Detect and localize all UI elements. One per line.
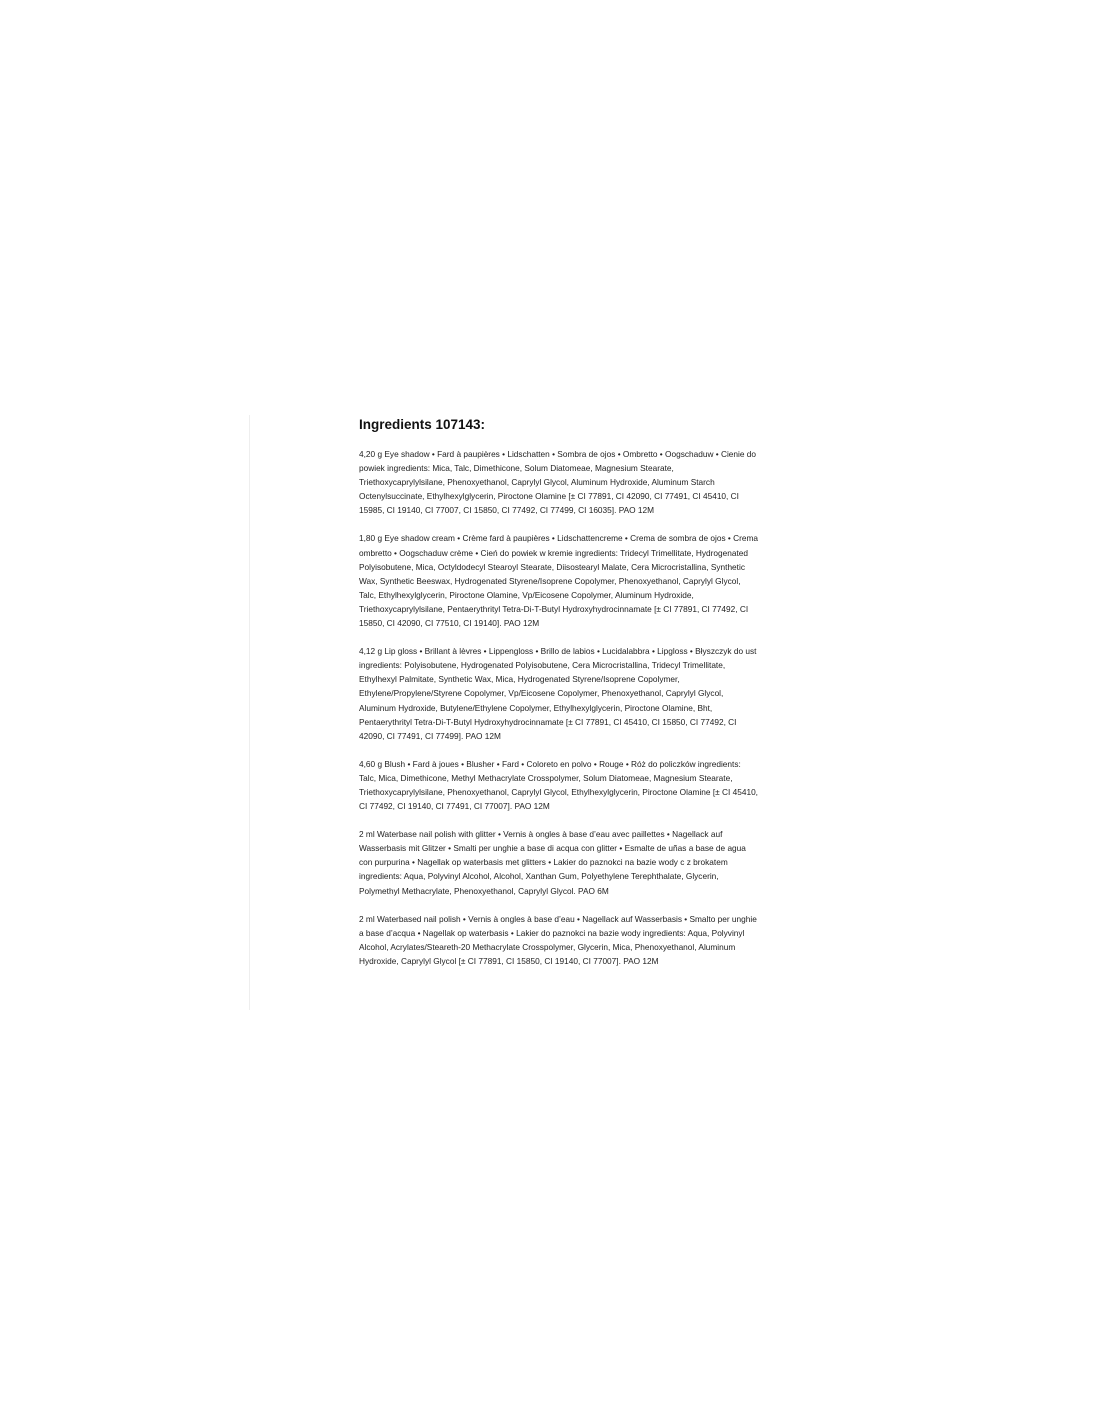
section-text: Waterbased nail polish • Vernis à ongles à base d’eau • Nagellack auf Wasserbasis • Smalto per unghie a base d’acqua • Nagellak op waterbasis • Lakier do paznokci na bazie wody ingredients: Aqua, Polyvinyl Alcohol, Acrylates/Steareth-20 Methacrylate Crosspolymer, Glycerin, Mica, Phenoxyethanol, Aluminum Hydroxide, Caprylyl Glycol [± CI 77891, CI 15850, CI 19140, CI 77007]. PAO 12M bbox=[359, 913, 757, 966]
section-quantity: 4,20 g bbox=[359, 449, 383, 459]
section-quantity: 2 ml bbox=[359, 829, 375, 840]
section-text: Lip gloss • Brillant à lèvres • Lippengloss • Brillo de labios • Lucidalabbra • Lipgloss • Błyszczyk do ust ingredients: Polyisobutene, Hydrogenated Polyisobutene, Cera Microcristallina, Tridecyl Trimellitate, Ethylhexyl Palmitate, Synthetic Wax, Mica, Hydrogenated Styrene/Isoprene Copolymer, Ethylene/Propylene/Styrene Copolymer, Vp/Eicosene Copolymer, Phenoxyethanol, Caprylyl Glycol, Aluminum Hydroxide, Butylene/Ethylene Copolymer, Ethylhexylglycerin, Piroctone Olamine, Bht, Pentaerythrityl Tetra-Di-T-Butyl Hydroxyhydrocinnamate [± CI 77891, CI 45410, CI 15850, CI 77492, CI 42090, CI 77491, CI 77499]. PAO 12M bbox=[359, 646, 757, 741]
ingredient-section-blush bbox=[359, 757, 759, 813]
ingredients-document bbox=[359, 414, 759, 982]
ingredient-section-lip-gloss bbox=[359, 644, 759, 743]
section-text: Eye shadow cream • Crème fard à paupières • Lidschattencreme • Crema de sombra de ojos • Crema ombretto • Oogschaduw crème • Cień do powiek w kremie ingredients: Tridecyl Trimellitate, Hydrogenated Polyisobutene, Mica, Octyldodecyl Stearoyl Stearate, Diisostearyl Malate, Cera Microcristallina, Synthetic Wax, Synthetic Beeswax, Hydrogenated Styrene/Isoprene Copolymer, Phenoxyethanol, Caprylyl Glycol, Talc, Ethylhexylglycerin, Piroctone Olamine, Vp/Eicosene Copolymer, Aluminum Hydroxide, Triethoxycaprylylsilane, Pentaerythrityl Tetra-Di-T-Butyl Hydroxyhydrocinnamate [± CI 77891, CI 77492, CI 15850, CI 42090, CI 77510, CI 19140]. PAO 12M bbox=[359, 533, 759, 629]
section-quantity: 2 ml bbox=[359, 913, 375, 924]
section-text: Eye shadow • Fard à paupières • Lidschatten • Sombra de ojos • Ombretto • Oogschaduw • Cienie do powiek ingredients: Mica, Talc, Dimethicone, Solum Diatomeae, Magnesium Stearate, Triethoxycaprylylsilane, Phenoxyethanol, Caprylyl Glycol, Aluminum Hydroxide, Aluminum Starch Octenylsuccinate, Ethylhexylglycerin, Piroctone Olamine [± CI 77891, CI 42090, CI 77491, CI 45410, CI 15985, CI 19140, CI 77007, CI 15850, CI 77492, CI 77499, CI 16035]. PAO 12M bbox=[359, 449, 757, 516]
section-text: Waterbase nail polish with glitter • Vernis à ongles à base d’eau avec paillettes • Nagellack auf Wasserbasis mit Glitzer • Smalti per unghie a base di acqua con glitter • Esmalte de uñas a base de agua con purpurina • Nagellak op waterbasis met glitters • Lakier do paznokci na bazie wody c z brokatem ingredients: Aqua, Polyvinyl Alcohol, Alcohol, Xanthan Gum, Polyethylene Terephthalate, Glycerin, Polymethyl Methacrylate, Phenoxyethanol, Caprylyl Glycol. PAO 6M bbox=[359, 829, 746, 896]
page-title: Ingredients 107143: bbox=[359, 417, 486, 432]
ingredient-section-nail-polish bbox=[359, 912, 759, 968]
section-quantity: 4,60 g bbox=[359, 758, 383, 769]
page-divider bbox=[249, 415, 250, 1010]
section-quantity: 1,80 g bbox=[359, 533, 383, 544]
ingredient-section-eye-shadow bbox=[359, 447, 759, 517]
section-text: Blush • Fard à joues • Blusher • Fard • Coloreto en polvo • Rouge • Róż do policzków ingredients: Talc, Mica, Dimethicone, Methyl Methacrylate Crosspolymer, Solum Diatomeae, Magnesium Stearate, Triethoxycaprylylsilane, Phenoxyethanol, Caprylyl Glycol, Ethylhexylglycerin, Piroctone Olamine [± CI 45410, CI 77492, CI 19140, CI 77491, CI 77007]. PAO 12M bbox=[359, 758, 758, 812]
ingredient-section-glitter-nail-polish bbox=[359, 827, 759, 897]
ingredient-section-eye-shadow-cream bbox=[359, 531, 759, 630]
section-quantity: 4,12 g bbox=[359, 646, 383, 657]
